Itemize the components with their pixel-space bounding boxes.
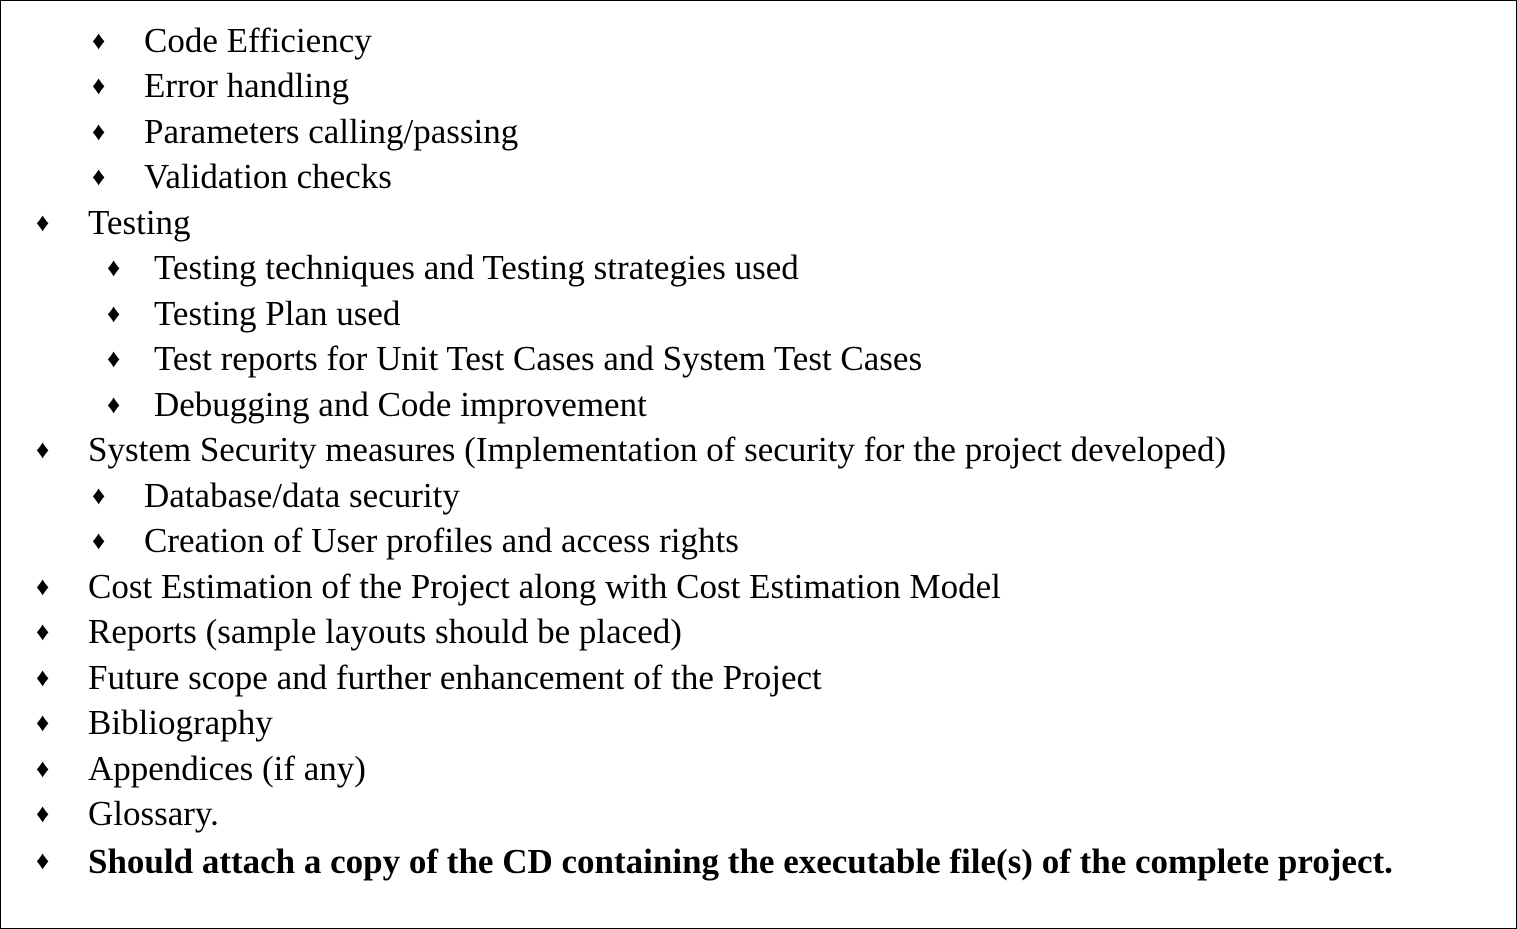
diamond-bullet-icon: ♦ [107, 344, 121, 373]
list-item-system-security [1, 427, 1517, 473]
list-item-text: Cost Estimation of the Project along with Cost Estimation Model [88, 567, 1001, 606]
diamond-bullet-icon: ♦ [92, 481, 106, 510]
list-item-text: Test reports for Unit Test Cases and System Test Cases [154, 339, 923, 378]
diamond-bullet-icon: ♦ [107, 390, 121, 419]
list-item-cost-estimation [1, 564, 1517, 610]
list-item-test-reports [1, 336, 1517, 382]
list-item-text: Database/data security [144, 476, 460, 515]
list-item-text: Future scope and further enhancement of the Project [88, 658, 822, 697]
diamond-bullet-icon: ♦ [36, 617, 50, 646]
diamond-bullet-icon: ♦ [36, 663, 50, 692]
list-item-user-profiles [1, 518, 1517, 564]
list-item-text: Appendices (if any) [88, 749, 366, 788]
list-item-code-efficiency [1, 18, 1517, 64]
list-item-text: Testing Plan used [154, 294, 401, 333]
list-item-text: Error handling [144, 66, 350, 105]
list-item-testing [1, 200, 1517, 246]
list-item-text: Reports (sample layouts should be placed) [88, 612, 682, 651]
list-item-parameters [1, 109, 1517, 155]
list-item-text: Parameters calling/passing [144, 112, 519, 151]
list-item-text: Code Efficiency [144, 21, 372, 60]
diamond-bullet-icon: ♦ [92, 26, 106, 55]
diamond-bullet-icon: ♦ [36, 708, 50, 737]
list-item-text: Testing techniques and Testing strategies used [154, 248, 799, 287]
list-item-text: Should attach a copy of the CD containing the executable file(s) of the complete project. [88, 842, 1393, 881]
diamond-bullet-icon: ♦ [36, 754, 50, 783]
list-item-text: Debugging and Code improvement [154, 385, 647, 424]
list-item-appendices [1, 746, 1517, 792]
list-item-validation-checks [1, 154, 1517, 200]
diamond-bullet-icon: ♦ [92, 71, 106, 100]
diamond-bullet-icon: ♦ [92, 117, 106, 146]
diamond-bullet-icon: ♦ [36, 799, 50, 828]
list-item-glossary [1, 791, 1517, 837]
list-item-testing-techniques [1, 245, 1517, 291]
diamond-bullet-icon: ♦ [107, 253, 121, 282]
diamond-bullet-icon: ♦ [36, 435, 50, 464]
list-item-text: Validation checks [144, 157, 392, 196]
list-item-text: System Security measures (Implementation of security for the project developed) [88, 430, 1227, 469]
list-item-text: Testing [88, 203, 191, 242]
list-item-testing-plan [1, 291, 1517, 337]
list-item-debugging [1, 382, 1517, 428]
diamond-bullet-icon: ♦ [36, 572, 50, 601]
list-item-reports [1, 609, 1517, 655]
diamond-bullet-icon: ♦ [36, 208, 50, 237]
list-item-text: Bibliography [88, 703, 273, 742]
list-item-bibliography [1, 700, 1517, 746]
list-item-future-scope [1, 655, 1517, 701]
list-item-text: Glossary. [88, 794, 219, 833]
diamond-bullet-icon: ♦ [107, 299, 121, 328]
list-item-text: Creation of User profiles and access rights [144, 521, 739, 560]
list-item-database-security [1, 473, 1517, 519]
diamond-bullet-icon: ♦ [92, 162, 106, 191]
diamond-bullet-icon: ♦ [92, 526, 106, 555]
list-item-error-handling [1, 63, 1517, 109]
diamond-bullet-icon: ♦ [36, 846, 50, 875]
